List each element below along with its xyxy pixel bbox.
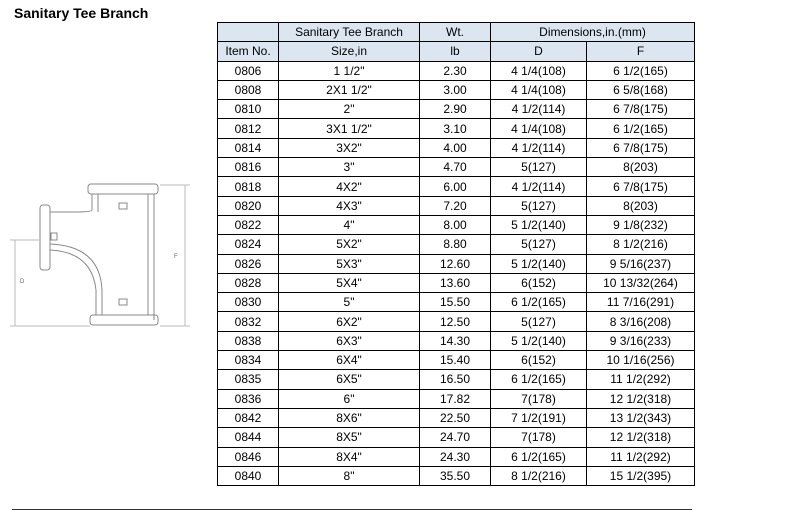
page-title: Sanitary Tee Branch <box>14 5 149 21</box>
size-cell: 5X2" <box>279 235 420 254</box>
header-blank-cell <box>218 23 279 42</box>
header-d-cell: D <box>491 42 587 61</box>
dimension-d-cell: 8 1/2(216) <box>491 466 587 485</box>
dimension-d-cell: 4 1/2(114) <box>491 177 587 196</box>
size-cell: 6X3" <box>279 331 420 350</box>
dimension-f-cell: 6 5/8(168) <box>587 80 695 99</box>
dimension-d-cell: 7(178) <box>491 389 587 408</box>
size-cell: 6X2" <box>279 312 420 331</box>
dimension-f-cell: 13 1/2(343) <box>587 408 695 427</box>
weight-cell: 17.82 <box>420 389 491 408</box>
dimension-d-cell: 7 1/2(191) <box>491 408 587 427</box>
dimension-f-cell: 6 7/8(175) <box>587 177 695 196</box>
table-row <box>218 428 695 447</box>
header-item-cell: Item No. <box>218 42 279 61</box>
item-no-cell: 0822 <box>218 215 279 234</box>
weight-cell: 8.80 <box>420 235 491 254</box>
table-row <box>218 389 695 408</box>
table-row <box>218 273 695 292</box>
dimension-f-cell: 10 13/32(264) <box>587 273 695 292</box>
size-cell: 4X3" <box>279 196 420 215</box>
dimension-d-cell: 5(127) <box>491 196 587 215</box>
dimension-d-cell: 6 1/2(165) <box>491 293 587 312</box>
table-row <box>218 447 695 466</box>
dimension-d-cell: 5(127) <box>491 235 587 254</box>
size-cell: 5X3" <box>279 254 420 273</box>
dimension-f-cell: 6 1/2(165) <box>587 119 695 138</box>
weight-cell: 24.30 <box>420 447 491 466</box>
header-product-cell: Sanitary Tee Branch <box>279 23 420 42</box>
item-no-cell: 0820 <box>218 196 279 215</box>
table-row <box>218 215 695 234</box>
item-no-cell: 0812 <box>218 119 279 138</box>
item-no-cell: 0838 <box>218 331 279 350</box>
size-cell: 8X6" <box>279 408 420 427</box>
header-f-cell: F <box>587 42 695 61</box>
weight-cell: 4.70 <box>420 158 491 177</box>
size-cell: 4" <box>279 215 420 234</box>
size-cell: 1 1/2" <box>279 61 420 80</box>
item-no-cell: 0836 <box>218 389 279 408</box>
weight-cell: 15.40 <box>420 351 491 370</box>
item-no-cell: 0840 <box>218 466 279 485</box>
dimension-f-cell: 8(203) <box>587 196 695 215</box>
size-cell: 8X5" <box>279 428 420 447</box>
weight-cell: 13.60 <box>420 273 491 292</box>
dimension-f-cell: 11 1/2(292) <box>587 370 695 389</box>
weight-cell: 22.50 <box>420 408 491 427</box>
table-row <box>218 100 695 119</box>
table-row <box>218 293 695 312</box>
weight-cell: 35.50 <box>420 466 491 485</box>
table-row <box>218 235 695 254</box>
dimension-d-cell: 4 1/2(114) <box>491 138 587 157</box>
size-cell: 3X1 1/2" <box>279 119 420 138</box>
table-row <box>218 80 695 99</box>
weight-cell: 7.20 <box>420 196 491 215</box>
weight-cell: 12.50 <box>420 312 491 331</box>
table-row <box>218 370 695 389</box>
dimension-f-cell: 12 1/2(318) <box>587 428 695 447</box>
dimension-f-cell: 15 1/2(395) <box>587 466 695 485</box>
dimension-d-cell: 4 1/2(114) <box>491 100 587 119</box>
item-no-cell: 0818 <box>218 177 279 196</box>
weight-cell: 24.70 <box>420 428 491 447</box>
item-no-cell: 0806 <box>218 61 279 80</box>
item-no-cell: 0834 <box>218 351 279 370</box>
dimension-d-cell: 6(152) <box>491 351 587 370</box>
table-row <box>218 158 695 177</box>
size-cell: 6X4" <box>279 351 420 370</box>
weight-cell: 3.10 <box>420 119 491 138</box>
item-no-cell: 0828 <box>218 273 279 292</box>
table-row <box>218 254 695 273</box>
bottom-divider <box>12 509 692 510</box>
header-wt-unit-cell: lb <box>420 42 491 61</box>
specification-table <box>217 22 695 486</box>
size-cell: 8X4" <box>279 447 420 466</box>
header-dimensions-cell: Dimensions,in.(mm) <box>491 23 695 42</box>
item-no-cell: 0830 <box>218 293 279 312</box>
weight-cell: 6.00 <box>420 177 491 196</box>
item-no-cell: 0832 <box>218 312 279 331</box>
table-row <box>218 312 695 331</box>
size-cell: 6X5" <box>279 370 420 389</box>
item-no-cell: 0846 <box>218 447 279 466</box>
weight-cell: 8.00 <box>420 215 491 234</box>
dimension-d-cell: 6 1/2(165) <box>491 370 587 389</box>
dimension-d-cell: 6 1/2(165) <box>491 447 587 466</box>
weight-cell: 14.30 <box>420 331 491 350</box>
size-cell: 5" <box>279 293 420 312</box>
size-cell: 3" <box>279 158 420 177</box>
dimension-d-cell: 5 1/2(140) <box>491 331 587 350</box>
table-row <box>218 119 695 138</box>
header-row-2 <box>218 42 695 61</box>
item-no-cell: 0816 <box>218 158 279 177</box>
weight-cell: 12.60 <box>420 254 491 273</box>
dimension-f-cell: 8 1/2(216) <box>587 235 695 254</box>
dimension-f-cell: 8(203) <box>587 158 695 177</box>
header-row-1 <box>218 23 695 42</box>
dimension-f-cell: 9 1/8(232) <box>587 215 695 234</box>
size-cell: 2" <box>279 100 420 119</box>
table-row <box>218 138 695 157</box>
dimension-f-cell: 10 1/16(256) <box>587 351 695 370</box>
weight-cell: 16.50 <box>420 370 491 389</box>
item-no-cell: 0842 <box>218 408 279 427</box>
dimension-d-cell: 5(127) <box>491 158 587 177</box>
size-cell: 5X4" <box>279 273 420 292</box>
dimension-d-label: D <box>20 279 25 285</box>
dimension-f-cell: 11 7/16(291) <box>587 293 695 312</box>
dimension-d-cell: 5 1/2(140) <box>491 254 587 273</box>
size-cell: 6" <box>279 389 420 408</box>
item-no-cell: 0844 <box>218 428 279 447</box>
dimension-f-cell: 8 3/16(208) <box>587 312 695 331</box>
table-row <box>218 408 695 427</box>
dimension-d-cell: 4 1/4(108) <box>491 80 587 99</box>
dimension-f-label: F <box>174 254 178 260</box>
dimension-f-cell: 11 1/2(292) <box>587 447 695 466</box>
size-cell: 4X2" <box>279 177 420 196</box>
dimension-d-cell: 6(152) <box>491 273 587 292</box>
dimension-d-cell: 5 1/2(140) <box>491 215 587 234</box>
table-row <box>218 61 695 80</box>
dimension-f-cell: 6 7/8(175) <box>587 100 695 119</box>
dimension-f-cell: 9 5/16(237) <box>587 254 695 273</box>
dimension-f-cell: 6 1/2(165) <box>587 61 695 80</box>
weight-cell: 2.30 <box>420 61 491 80</box>
item-no-cell: 0824 <box>218 235 279 254</box>
weight-cell: 4.00 <box>420 138 491 157</box>
dimension-d-cell: 4 1/4(108) <box>491 61 587 80</box>
size-cell: 8" <box>279 466 420 485</box>
table-row <box>218 351 695 370</box>
weight-cell: 15.50 <box>420 293 491 312</box>
item-no-cell: 0826 <box>218 254 279 273</box>
table-row <box>218 177 695 196</box>
table-row <box>218 196 695 215</box>
dimension-d-cell: 4 1/4(108) <box>491 119 587 138</box>
item-no-cell: 0808 <box>218 80 279 99</box>
size-cell: 3X2" <box>279 138 420 157</box>
item-no-cell: 0814 <box>218 138 279 157</box>
table-row <box>218 331 695 350</box>
dimension-f-cell: 9 3/16(233) <box>587 331 695 350</box>
weight-cell: 2.90 <box>420 100 491 119</box>
dimension-f-cell: 6 7/8(175) <box>587 138 695 157</box>
table-row <box>218 466 695 485</box>
dimension-f-cell: 12 1/2(318) <box>587 389 695 408</box>
dimension-d-cell: 7(178) <box>491 428 587 447</box>
weight-cell: 3.00 <box>420 80 491 99</box>
item-no-cell: 0810 <box>218 100 279 119</box>
tee-branch-drawing <box>0 150 215 350</box>
size-cell: 2X1 1/2" <box>279 80 420 99</box>
header-size-cell: Size,in <box>279 42 420 61</box>
header-weight-cell: Wt. <box>420 23 491 42</box>
item-no-cell: 0835 <box>218 370 279 389</box>
dimension-d-cell: 5(127) <box>491 312 587 331</box>
